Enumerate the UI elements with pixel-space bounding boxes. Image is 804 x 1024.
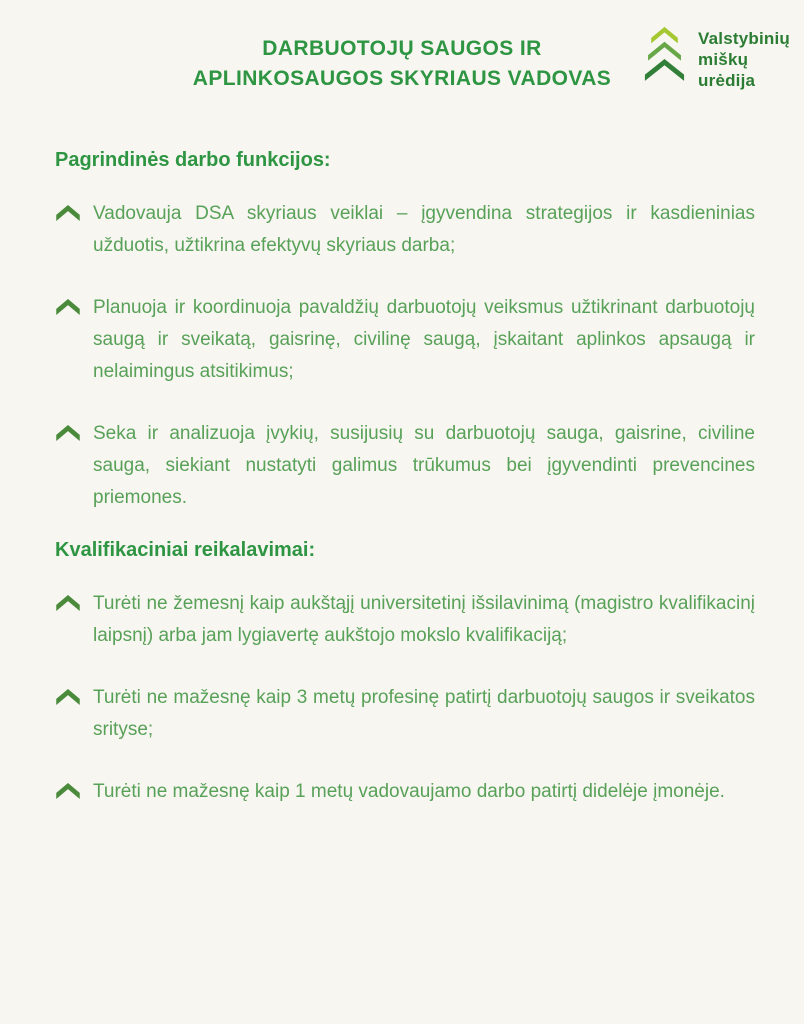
section-heading: Pagrindinės darbo funkcijos:: [55, 149, 331, 171]
section-heading: Kvalifikaciniai reikalavimai:: [55, 539, 316, 561]
item-text: Vadovauja DSA skyriaus veiklai – įgyvendina strategijos ir kasdieninias užduotis, užtikrina efektyvų skyriaus darba;: [93, 203, 755, 256]
item-text: Planuoja ir koordinuoja pavaldžių darbuotojų veiksmus užtikrinant darbuotojų saugą ir sveikatą, gaisrinę, civilinę saugą, įskaitant aplinkos apsaugą ir nelaimingus atsitikimus;: [93, 297, 755, 382]
bullet-list: [55, 198, 755, 514]
logo-line-3: urėdija: [698, 70, 756, 90]
tree-bullet-icon: [55, 783, 81, 799]
logo-line-1: Valstybinių: [698, 28, 790, 48]
page-title-line-2: APLINKOSAUGOS SKYRIAUS VADOVAS: [192, 67, 612, 90]
tree-bullet-icon: [55, 595, 81, 611]
logo-line-2: miškų: [698, 49, 749, 69]
item-text: Turėti ne mažesnę kaip 1 metų vadovaujamo darbo patirtį didelėje įmonėje.: [93, 781, 725, 802]
tree-bullet-icon: [55, 425, 81, 441]
list-item: [55, 588, 755, 652]
tree-bullet-icon: [55, 689, 81, 705]
logo-wordmark: [698, 28, 790, 91]
section-main-functions: [55, 148, 755, 514]
tree-bullet-icon: [55, 299, 81, 315]
content: [0, 120, 804, 808]
list-item: [55, 198, 755, 262]
tree-logo-icon: [641, 22, 688, 96]
list-item: [55, 292, 755, 388]
list-item: [55, 776, 755, 808]
bullet-list: [55, 588, 755, 808]
logo: [641, 22, 790, 96]
tree-bullet-icon: [55, 205, 81, 221]
section-qualification-requirements: [55, 538, 755, 808]
item-text: Turėti ne mažesnę kaip 3 metų profesinę patirtį darbuotojų saugos ir sveikatos srityse;: [93, 687, 755, 740]
list-item: [55, 682, 755, 746]
item-text: Turėti ne žemesnį kaip aukštąjį universitetinį išsilavinimą (magistro kvalifikacinį laipsnį) arba jam lygiavertę aukštojo mokslo kvalifikaciją;: [93, 593, 755, 646]
header: [0, 0, 804, 120]
item-text: Seka ir analizuoja įvykių, susijusių su darbuotojų sauga, gaisrine, civiline sauga, siekiant nustatyti galimus trūkumus bei įgyvendinti prevencines priemones.: [93, 423, 755, 508]
list-item: [55, 418, 755, 514]
page-title-line-1: DARBUOTOJŲ SAUGOS IR: [262, 37, 542, 60]
